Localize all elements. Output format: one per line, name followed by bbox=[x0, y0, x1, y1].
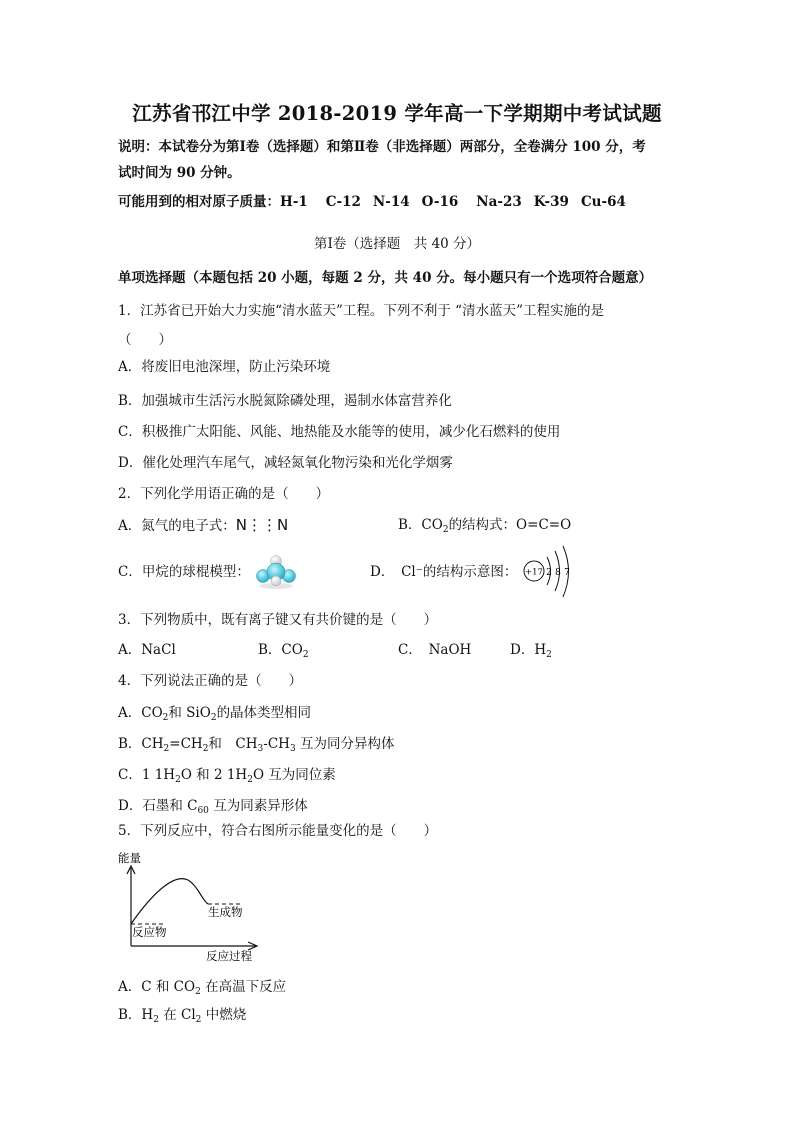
subscript: 2 bbox=[442, 525, 449, 535]
q3-stem: 3．下列物质中，既有离子键又有共价键的是（ ） bbox=[118, 612, 438, 628]
subscript: 2 bbox=[202, 744, 209, 754]
text-part: 在高温下反应 bbox=[200, 979, 287, 995]
q4-option-d bbox=[118, 797, 308, 815]
q2-stem: 2．下列化学用语正确的是（ ） bbox=[118, 486, 330, 502]
q1-option-a: A．将废旧电池深埋，防止污染环境 bbox=[118, 359, 331, 375]
text-part: 的晶体类型相同 bbox=[216, 705, 312, 721]
subscript: 2 bbox=[247, 775, 253, 785]
q2-option-d: D． Cl⁻的结构示意图： bbox=[370, 564, 518, 580]
intro-line-2: 试时间为 90 分钟。 bbox=[118, 165, 241, 181]
q4-option-c bbox=[118, 766, 336, 784]
nucleus-charge: +17 bbox=[525, 567, 543, 578]
product-label: 生成物 bbox=[208, 905, 243, 919]
q1-option-c: C．积极推广太阳能、风能、地热能及水能等的使用，减少化石燃料的使用 bbox=[118, 424, 561, 440]
q2-option-a bbox=[118, 516, 288, 535]
subscript: 60 bbox=[197, 806, 209, 816]
page-title: 江苏省邗江中学 2018-2019 学年高一下学期期中考试试题 bbox=[132, 102, 662, 125]
subscript: 2 bbox=[163, 744, 170, 754]
text-part: 在 Cl bbox=[158, 1007, 196, 1023]
subscript: 2 bbox=[195, 1015, 202, 1025]
q2-option-c: C．甲烷的球棍模型： bbox=[118, 564, 250, 580]
text-part: 中燃烧 bbox=[201, 1007, 247, 1023]
q1-option-d: D．催化处理汽车尾气，减轻氮氧化物污染和光化学烟雾 bbox=[118, 455, 453, 471]
text-part: -CH bbox=[263, 736, 290, 752]
q3-option-b-text: B．CO bbox=[258, 642, 303, 658]
text-part: A．CO bbox=[118, 705, 163, 721]
q4-option-a bbox=[118, 704, 311, 722]
shell-electrons-2: 8 bbox=[555, 568, 561, 578]
q4-stem: 4．下列说法正确的是（ ） bbox=[118, 673, 303, 689]
atomic-mass-line bbox=[118, 193, 626, 211]
q2-option-b-post: 的结构式：O=C=O bbox=[448, 517, 572, 533]
subscript: 3 bbox=[257, 744, 264, 754]
subscript: 2 bbox=[546, 650, 552, 660]
methane-ball-stick-model-icon bbox=[251, 552, 301, 590]
q5-option-b bbox=[118, 1006, 246, 1024]
subscript: 3 bbox=[289, 744, 296, 754]
q1-option-b: B．加强城市生活污水脱氮除磷处理，遏制水体富营养化 bbox=[118, 393, 452, 409]
q2-option-b bbox=[398, 516, 571, 534]
subscript: 2 bbox=[210, 713, 217, 723]
atomic-mass-label: 可能用到的相对原子质量： bbox=[118, 194, 280, 210]
text-part: 和 SiO bbox=[168, 705, 211, 721]
reaction-process-label: 反应过程 bbox=[206, 949, 252, 963]
atomic-mass-item: C-12 bbox=[325, 194, 361, 210]
text-part: D．石墨和 C bbox=[118, 798, 198, 814]
text-part: O 和 2 1H bbox=[180, 767, 248, 783]
q4-option-b bbox=[118, 735, 394, 753]
q5-stem: 5．下列反应中，符合右图所示能量变化的是（ ） bbox=[118, 823, 438, 839]
text-part: =CH bbox=[169, 736, 203, 752]
q2-option-b-pre: B．CO bbox=[398, 517, 443, 533]
q3-option-d-text: D．H bbox=[510, 642, 547, 658]
subscript: 2 bbox=[302, 650, 309, 660]
q3-option-b bbox=[258, 641, 309, 659]
subscript: 2 bbox=[153, 1015, 159, 1025]
atomic-mass-item: Na-23 bbox=[476, 194, 522, 210]
atomic-mass-item: K-39 bbox=[533, 194, 569, 210]
subscript: 2 bbox=[162, 713, 169, 723]
atomic-mass-item: O-16 bbox=[421, 194, 459, 210]
text-part: A．C 和 CO bbox=[118, 979, 196, 995]
shell-electrons-1: 2 bbox=[546, 568, 552, 578]
subscript: 2 bbox=[195, 987, 201, 997]
subscript: 2 bbox=[175, 775, 181, 785]
q5-option-a bbox=[118, 978, 286, 996]
q3-option-d bbox=[510, 641, 552, 659]
text-part: O 互为同位素 bbox=[252, 767, 336, 783]
chloride-ion-structure-diagram bbox=[522, 545, 582, 599]
q1-stem: 1．江苏省已开始大力实施“清水蓝天”工程。下列不利于 “清水蓝天”工程实施的是 bbox=[118, 303, 604, 319]
energy-axis-label: 能量 bbox=[118, 851, 141, 865]
atomic-mass-item: N-14 bbox=[372, 194, 410, 210]
reactant-label: 反应物 bbox=[132, 925, 167, 939]
section-instruction: 单项选择题（本题包括 20 小题，每题 2 分，共 40 分。每小题只有一个选项符合题意） bbox=[118, 270, 653, 286]
q1-paren: （ ） bbox=[118, 332, 172, 348]
shell-electrons-3: 7 bbox=[564, 568, 570, 578]
nitrogen-electron-formula: N⋮⋮N bbox=[235, 516, 289, 534]
section-header: 第Ⅰ卷（选择题 共 40 分） bbox=[313, 236, 481, 252]
q3-option-c: C． NaOH bbox=[398, 642, 472, 658]
text-part: B．H bbox=[118, 1007, 154, 1023]
text-part: B．CH bbox=[118, 736, 164, 752]
energy-diagram bbox=[116, 848, 266, 966]
atomic-mass-item: H-1 bbox=[280, 194, 308, 210]
text-part: 互为同素异形体 bbox=[208, 798, 308, 814]
q2-option-a-text: A．氮气的电子式： bbox=[118, 518, 236, 534]
text-part: 和 CH bbox=[208, 736, 258, 752]
q3-option-a: A．NaCl bbox=[118, 642, 176, 658]
text-part: C．1 1H bbox=[118, 767, 176, 783]
energy-curve bbox=[131, 879, 208, 924]
intro-line-1: 说明：本试卷分为第Ⅰ卷（选择题）和第Ⅱ卷（非选择题）两部分，全卷满分 100 分，考 bbox=[118, 139, 646, 155]
text-part: 互为同分异构体 bbox=[295, 736, 395, 752]
atomic-mass-item: Cu-64 bbox=[580, 194, 626, 210]
